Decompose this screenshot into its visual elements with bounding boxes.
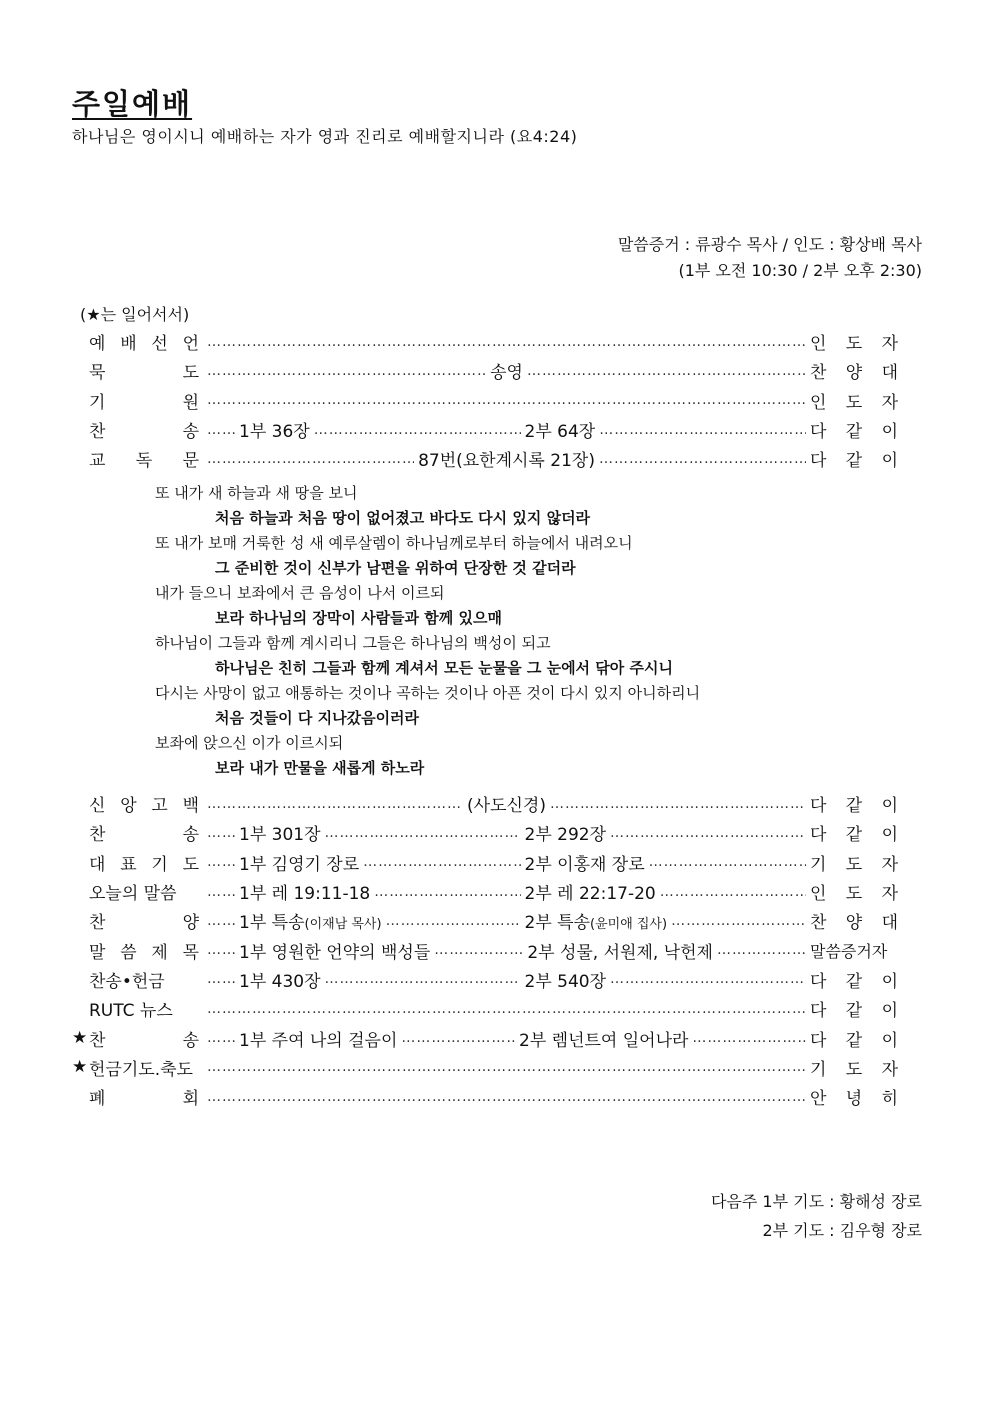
item-content bbox=[207, 791, 806, 816]
item-responsible bbox=[806, 417, 898, 442]
label-char: 같 bbox=[845, 796, 863, 817]
order-row bbox=[72, 1023, 898, 1052]
label-char: 찬 bbox=[810, 913, 827, 934]
label-char: 기 bbox=[89, 392, 106, 413]
item-content bbox=[207, 908, 806, 933]
order-row bbox=[72, 386, 898, 415]
order-row bbox=[72, 935, 898, 964]
label-char: 대 bbox=[881, 913, 898, 934]
label-char: 대 bbox=[89, 854, 106, 875]
label-char: 이 bbox=[881, 1030, 898, 1051]
item-detail bbox=[235, 967, 325, 992]
label-char: 이 bbox=[881, 422, 898, 443]
leader-dots bbox=[207, 392, 806, 408]
label-char: 같 bbox=[845, 1030, 863, 1051]
item-detail-text: 2부 64장 bbox=[524, 422, 596, 443]
label-char: 폐 bbox=[89, 1089, 106, 1110]
reading-leader-line: 또 내가 보매 거룩한 성 새 예루살렘이 하나님께로부터 하늘에서 내려오니 bbox=[155, 534, 633, 552]
label-char: 녕 bbox=[845, 1089, 863, 1110]
item-detail-text: 1부 김영기 장로 bbox=[239, 854, 360, 875]
item-detail-text: 2부 540장 bbox=[524, 971, 607, 992]
leader-dots bbox=[207, 1089, 806, 1105]
leader-dots bbox=[207, 942, 235, 958]
label-char: 자 bbox=[881, 1059, 898, 1080]
item-responsible bbox=[806, 967, 898, 992]
item-responsible bbox=[806, 1026, 898, 1051]
label-char: 인 bbox=[810, 392, 827, 413]
leader-dots bbox=[692, 1030, 806, 1046]
star-marker: ★ bbox=[72, 1028, 88, 1049]
label-char: 같 bbox=[845, 451, 863, 472]
leader-dots bbox=[717, 942, 806, 958]
item-detail bbox=[521, 908, 672, 933]
item-detail bbox=[235, 908, 386, 933]
leader-dots bbox=[374, 884, 520, 900]
item-detail-text: 2부 성물, 서원제, 낙헌제 bbox=[527, 942, 713, 963]
prayer-line-2: 2부 기도 : 김우형 장로 bbox=[762, 1221, 922, 1240]
item-label bbox=[89, 908, 207, 933]
item-detail bbox=[521, 879, 660, 904]
leader-dots bbox=[207, 1001, 806, 1017]
reading-congregation-line: 보라 내가 만물을 새롭게 하노라 bbox=[215, 759, 425, 777]
preacher-line: 말씀증거 : 류광수 목사 / 인도 : 황상배 목사 bbox=[617, 235, 922, 254]
label-char: 같 bbox=[845, 422, 863, 443]
item-detail: (사도신경) bbox=[467, 796, 546, 817]
leader-dots bbox=[207, 451, 414, 467]
label-char: 대 bbox=[881, 363, 898, 384]
label-char: 양 bbox=[845, 363, 863, 384]
item-responsible bbox=[806, 908, 898, 933]
label-char: 고 bbox=[151, 796, 168, 817]
label-char: 송 bbox=[182, 422, 199, 443]
label-char: 송 bbox=[182, 825, 199, 846]
label-char: 자 bbox=[881, 854, 898, 875]
leader-dots bbox=[649, 854, 806, 870]
item-label: 오늘의 말씀 bbox=[89, 884, 177, 905]
item-detail bbox=[235, 850, 363, 875]
leader-dots bbox=[207, 1030, 235, 1046]
label-char: 같 bbox=[845, 971, 863, 992]
item-detail: 송영 bbox=[490, 363, 523, 384]
label-char: 이 bbox=[881, 825, 898, 846]
leader-dots bbox=[207, 884, 235, 900]
order-row bbox=[72, 877, 898, 906]
label-char: 말 bbox=[89, 942, 106, 963]
order-row bbox=[72, 994, 898, 1023]
order-row bbox=[72, 327, 898, 356]
item-content bbox=[207, 446, 806, 471]
item-content bbox=[207, 417, 806, 442]
leader-dots bbox=[207, 854, 235, 870]
label-char: 기 bbox=[810, 1059, 827, 1080]
label-char: 교 bbox=[89, 451, 106, 472]
label-char: 인 bbox=[810, 334, 827, 355]
leader-dots bbox=[207, 971, 235, 987]
label-char: 다 bbox=[810, 1030, 827, 1051]
leader-dots bbox=[386, 913, 521, 929]
item-detail-note: (윤미애 집사) bbox=[590, 917, 668, 933]
leader-dots bbox=[207, 422, 235, 438]
item-detail-text: 2부 이홍재 장로 bbox=[524, 854, 645, 875]
item-responsible bbox=[806, 358, 898, 383]
item-responsible bbox=[806, 329, 898, 354]
item-detail bbox=[235, 1026, 401, 1051]
leader-dots bbox=[599, 451, 806, 467]
item-responsible bbox=[806, 791, 898, 816]
label-char: 이 bbox=[881, 971, 898, 992]
leader-dots bbox=[207, 1059, 806, 1075]
label-char: 자 bbox=[881, 884, 898, 905]
reading-congregation-line: 처음 것들이 다 지나갔음이러라 bbox=[215, 709, 420, 727]
item-responsible bbox=[806, 996, 898, 1021]
label-char: 자 bbox=[881, 334, 898, 355]
item-label bbox=[89, 938, 207, 963]
order-row bbox=[72, 965, 898, 994]
label-char: 양 bbox=[845, 913, 863, 934]
item-label bbox=[89, 417, 207, 442]
order-of-service-bottom bbox=[72, 789, 898, 1111]
label-char: 예 bbox=[89, 334, 106, 355]
label-char: 도 bbox=[845, 392, 863, 413]
item-content bbox=[207, 392, 806, 408]
item-detail-text: 1부 레 19:11-18 bbox=[239, 884, 371, 905]
order-row bbox=[72, 789, 898, 818]
leader-dots bbox=[671, 913, 806, 929]
leader-dots bbox=[660, 884, 806, 900]
item-detail-text: 1부 특송 bbox=[239, 913, 305, 934]
item-label: 찬송•헌금 bbox=[89, 971, 165, 992]
item-content bbox=[207, 1059, 806, 1075]
stand-note: (★는 일어서서) bbox=[80, 305, 190, 324]
label-char: 다 bbox=[810, 825, 827, 846]
item-label: RUTC 뉴스 bbox=[89, 1001, 173, 1022]
item-label bbox=[89, 388, 207, 413]
label-char: 씀 bbox=[120, 942, 137, 963]
label-char: 찬 bbox=[89, 1030, 106, 1051]
order-row bbox=[72, 356, 898, 385]
scripture-verse: 하나님은 영이시니 예배하는 자가 영과 진리로 예배할지니라 (요4:24) bbox=[72, 127, 578, 146]
label-char: 기 bbox=[151, 854, 168, 875]
item-detail-text: 1부 430장 bbox=[239, 971, 321, 992]
order-row bbox=[72, 818, 898, 847]
label-char: 묵 bbox=[89, 363, 106, 384]
item-label bbox=[89, 358, 207, 383]
label-char: 같 bbox=[845, 1001, 863, 1022]
item-content bbox=[207, 1001, 806, 1017]
label-char: 목 bbox=[182, 942, 199, 963]
reading-congregation-line: 처음 하늘과 처음 땅이 없어졌고 바다도 다시 있지 않더라 bbox=[215, 509, 591, 527]
reading-leader-line: 하나님이 그들과 함께 계시리니 그들은 하나님의 백성이 되고 bbox=[155, 634, 551, 652]
reading-leader-line: 보좌에 앉으신 이가 이르시되 bbox=[155, 734, 344, 752]
item-detail-text: 2부 292장 bbox=[524, 825, 607, 846]
leader-dots bbox=[325, 825, 521, 841]
item-responsible bbox=[806, 446, 898, 471]
label-char: 다 bbox=[810, 796, 827, 817]
prayer-line-1: 다음주 1부 기도 : 황해성 장로 bbox=[710, 1192, 922, 1211]
item-label bbox=[89, 791, 207, 816]
label-char: 이 bbox=[881, 1001, 898, 1022]
item-content bbox=[207, 820, 806, 845]
label-char: 기 bbox=[810, 854, 827, 875]
leader-dots bbox=[207, 825, 235, 841]
item-responsible bbox=[806, 1055, 898, 1080]
item-detail-text: 1부 36장 bbox=[239, 422, 310, 443]
label-char: 찬 bbox=[89, 913, 106, 934]
label-char: 안 bbox=[810, 1089, 827, 1110]
item-detail bbox=[235, 417, 314, 442]
item-label bbox=[89, 850, 207, 875]
service-times: (1부 오전 10:30 / 2부 오후 2:30) bbox=[678, 261, 922, 280]
item-detail-text: 2부 렘넌트여 일어나라 bbox=[519, 1030, 689, 1051]
item-content bbox=[207, 1089, 806, 1105]
label-char: 백 bbox=[182, 796, 199, 817]
leader-dots bbox=[610, 971, 806, 987]
reading-leader-line: 내가 들으니 보좌에서 큰 음성이 나서 이르되 bbox=[155, 584, 445, 602]
label-char: 문 bbox=[182, 451, 199, 472]
reading-congregation-line: 그 준비한 것이 신부가 남편을 위하여 단장한 것 같더라 bbox=[215, 559, 576, 577]
item-detail bbox=[235, 820, 325, 845]
order-row bbox=[72, 1082, 898, 1111]
leader-dots bbox=[363, 854, 520, 870]
item-responsible bbox=[806, 879, 898, 904]
order-row bbox=[72, 444, 898, 473]
order-row bbox=[72, 848, 898, 877]
label-char: 신 bbox=[89, 796, 106, 817]
label-char: 도 bbox=[845, 854, 863, 875]
label-char: 회 bbox=[182, 1089, 199, 1110]
item-content bbox=[207, 850, 806, 875]
next-week-prayer bbox=[711, 1187, 922, 1245]
order-of-service-top bbox=[72, 327, 898, 473]
leader-dots bbox=[207, 796, 463, 812]
item-detail-text: 1부 주여 나의 걸음이 bbox=[239, 1030, 398, 1051]
item-responsible bbox=[806, 850, 898, 875]
label-char: 도 bbox=[845, 884, 863, 905]
label-char: 언 bbox=[182, 334, 199, 355]
reading-congregation-line: 하나님은 친히 그들과 함께 계셔서 모든 눈물을 그 눈에서 닦아 주시니 bbox=[215, 659, 673, 677]
item-content bbox=[207, 938, 806, 963]
item-detail bbox=[521, 850, 649, 875]
label-char: 배 bbox=[120, 334, 137, 355]
label-char: 원 bbox=[182, 392, 199, 413]
item-detail bbox=[521, 417, 600, 442]
label-char: 이 bbox=[881, 451, 898, 472]
item-detail-text: 2부 레 22:17-20 bbox=[524, 884, 656, 905]
item-label bbox=[89, 446, 207, 471]
label-char: 도 bbox=[845, 1059, 863, 1080]
label-char: 자 bbox=[881, 392, 898, 413]
label-char: 인 bbox=[810, 884, 827, 905]
item-detail-text: 1부 301장 bbox=[239, 825, 321, 846]
responsive-reading bbox=[155, 481, 855, 781]
item-content bbox=[207, 334, 806, 350]
item-detail bbox=[235, 879, 374, 904]
reading-congregation-line: 보라 하나님의 장막이 사람들과 함께 있으매 bbox=[215, 609, 502, 627]
label-char: 양 bbox=[182, 913, 199, 934]
item-label: 헌금기도.축도 bbox=[89, 1059, 193, 1080]
label-char: 다 bbox=[810, 971, 827, 992]
item-label bbox=[89, 329, 207, 354]
item-responsible bbox=[806, 388, 898, 413]
item-responsible: 말씀증거자 bbox=[810, 941, 888, 961]
item-label bbox=[89, 1026, 207, 1051]
item-label bbox=[89, 820, 207, 845]
item-content bbox=[207, 1026, 806, 1051]
star-marker: ★ bbox=[72, 1057, 88, 1078]
item-detail-note: (이재남 목사) bbox=[304, 917, 382, 933]
item-responsible bbox=[806, 820, 898, 845]
label-char: 표 bbox=[120, 854, 137, 875]
item-responsible bbox=[806, 1084, 898, 1109]
leader-dots bbox=[401, 1030, 515, 1046]
label-char: 찬 bbox=[810, 363, 827, 384]
item-detail bbox=[515, 1026, 692, 1051]
label-char: 찬 bbox=[89, 825, 106, 846]
label-char: 히 bbox=[881, 1089, 898, 1110]
label-char: 도 bbox=[182, 854, 199, 875]
leader-dots bbox=[550, 796, 806, 812]
label-char: 송 bbox=[182, 1030, 199, 1051]
item-detail: 87번(요한계시록 21장) bbox=[418, 451, 595, 472]
order-row bbox=[72, 906, 898, 935]
reading-leader-line: 다시는 사망이 없고 애통하는 것이나 곡하는 것이나 아픈 것이 다시 있지 아니하리니 bbox=[155, 684, 701, 702]
order-row bbox=[72, 415, 898, 444]
order-row bbox=[72, 1053, 898, 1082]
label-char: 제 bbox=[151, 942, 168, 963]
label-char: 앙 bbox=[120, 796, 137, 817]
label-char: 다 bbox=[810, 422, 827, 443]
leader-dots bbox=[207, 334, 806, 350]
item-label bbox=[89, 1084, 207, 1109]
item-detail bbox=[521, 820, 611, 845]
leader-dots bbox=[207, 913, 235, 929]
label-char: 도 bbox=[182, 363, 199, 384]
label-char: 독 bbox=[135, 451, 153, 472]
label-char: 선 bbox=[151, 334, 168, 355]
label-char: 찬 bbox=[89, 422, 106, 443]
label-char: 이 bbox=[881, 796, 898, 817]
item-detail bbox=[523, 938, 717, 963]
leader-dots bbox=[325, 971, 521, 987]
reading-leader-line: 또 내가 새 하늘과 새 땅을 보니 bbox=[155, 484, 358, 502]
item-content bbox=[207, 967, 806, 992]
item-detail-text: 1부 영원한 언약의 백성들 bbox=[239, 942, 431, 963]
leader-dots bbox=[434, 942, 523, 958]
label-char: 다 bbox=[810, 451, 827, 472]
label-char: 같 bbox=[845, 825, 863, 846]
item-detail-text: 2부 특송 bbox=[524, 913, 590, 934]
leader-dots bbox=[207, 363, 486, 379]
leader-dots bbox=[610, 825, 806, 841]
leader-dots bbox=[599, 422, 806, 438]
item-content bbox=[207, 358, 806, 383]
leader-dots bbox=[527, 363, 806, 379]
preacher-info bbox=[618, 232, 922, 284]
label-char: 다 bbox=[810, 1001, 827, 1022]
item-detail bbox=[521, 967, 611, 992]
leader-dots bbox=[314, 422, 521, 438]
item-content bbox=[207, 879, 806, 904]
label-char: 도 bbox=[845, 334, 863, 355]
page-title: 주일예배 bbox=[72, 87, 193, 121]
item-detail bbox=[235, 938, 434, 963]
